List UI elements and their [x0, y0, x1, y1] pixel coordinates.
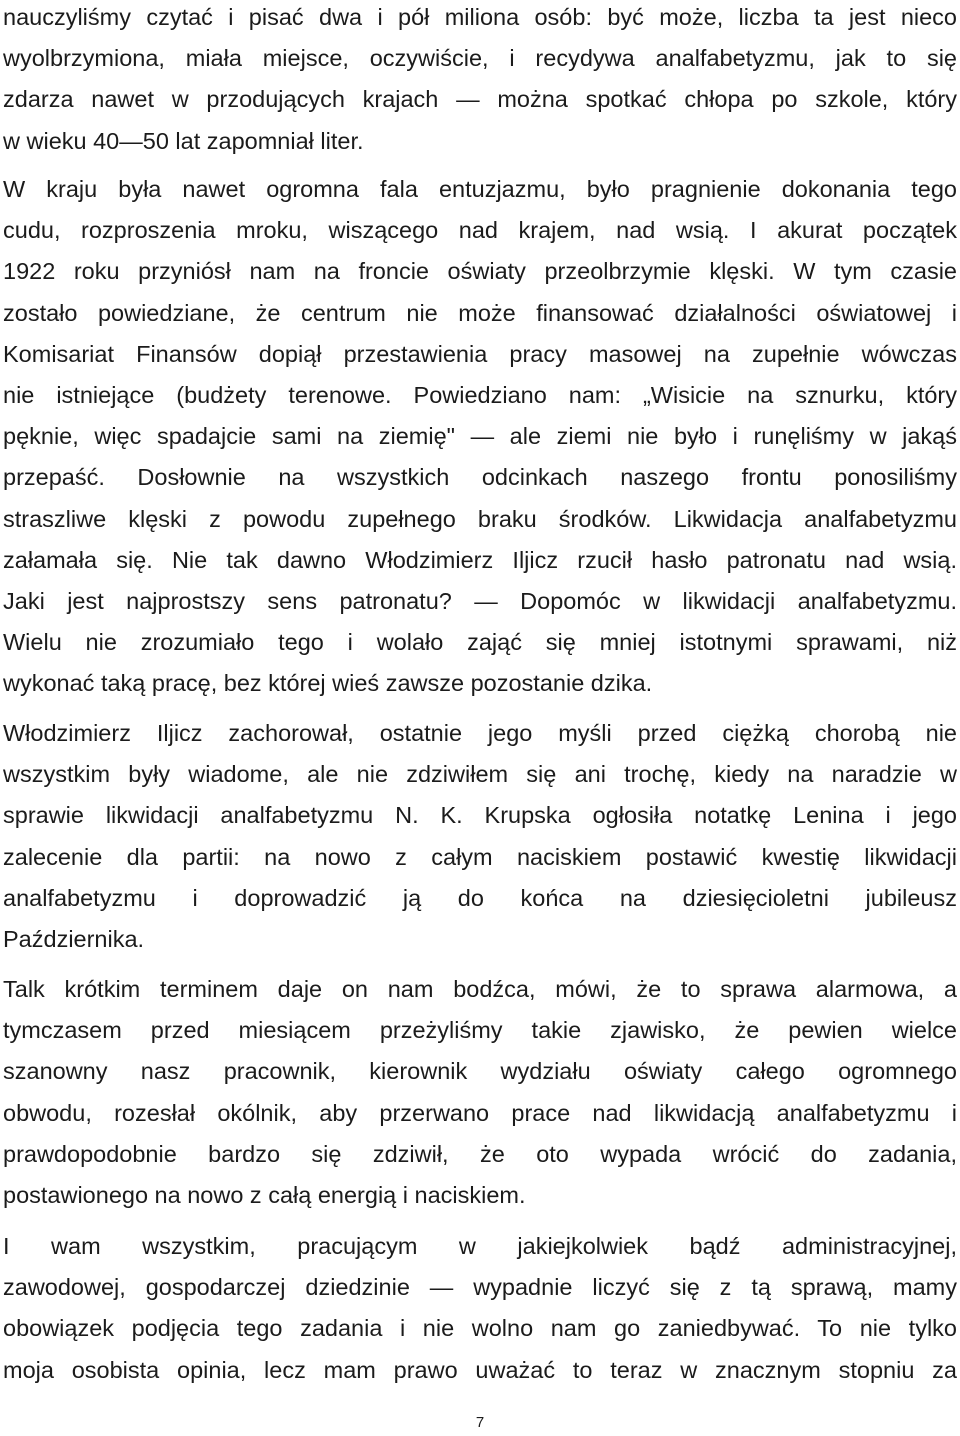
text-line: wyolbrzymiona, miała miejsce, oczywiście, i recydywa analfabetyzmu, jak to się [3, 45, 957, 72]
text-line: prawdopodobnie bardzo się zdziwił, że oto wypada wrócić do zadania, [3, 1140, 957, 1167]
text-line: przepaść. Dosłownie na wszystkich odcinkach naszego frontu ponosiliśmy [3, 464, 957, 491]
text-line: 1922 roku przyniósł nam na froncie oświaty przeolbrzymie klęski. W tym czasie [3, 258, 957, 285]
paragraph-4 [3, 969, 957, 1216]
text-line: I wam wszystkim, pracującym w jakiejkolwiek bądź administracyjnej, [3, 1233, 957, 1259]
text-line: postawionego na nowo z całą energią i naciskiem. [3, 1181, 526, 1208]
text-line: wszystkim były wiadome, ale nie zdziwiłem się ani trochę, kiedy na naradzie w [3, 761, 957, 788]
paragraph-1 [3, 0, 957, 162]
text-line: obwodu, rozesłał okólnik, aby przerwano prace nad likwidacją analfabetyzmu i [3, 1099, 957, 1126]
text-line: zalecenie dla partii: na nowo z całym naciskiem postawić kwestię likwidacji [3, 843, 957, 870]
text-line: Wielu nie zrozumiało tego i wolało zająć się mniej istotnymi sprawami, niż [3, 629, 957, 656]
text-line: zostało powiedziane, że centrum nie może finansować działalności oświatowej i [3, 299, 957, 326]
paragraph-2 [3, 169, 957, 704]
text-line: zawodowej, gospodarczej dziedzinie — wypadnie liczyć się z tą sprawą, mamy [3, 1274, 957, 1301]
text-line: wykonać taką pracę, bez której wieś zawsze pozostanie dzika. [3, 670, 653, 697]
text-line: tymczasem przed miesiącem przeżyliśmy takie zjawisko, że pewien wielce [3, 1017, 957, 1044]
text-line: pęknie, więc spadajcie sami na ziemię" — ale ziemi nie było i runęliśmy w jakąś [3, 423, 957, 450]
text-line: analfabetyzmu i doprowadzić ją do końca na dziesięcioletni jubileusz [3, 884, 957, 911]
text-line: straszliwe klęski z powodu zupełnego braku środków. Likwidacja analfabetyzmu [3, 505, 957, 532]
text-line: załamała się. Nie tak dawno Włodzimierz Iljicz rzucił hasło patronatu nad wsią. [3, 546, 957, 573]
text-line: W kraju była nawet ogromna fala entuzjazmu, było pragnienie dokonania tego [3, 176, 957, 202]
text-line: Komisariat Finansów dopiął przestawienia pracy masowej na zupełnie wówczas [3, 340, 957, 367]
page-number: 7 [475, 1414, 485, 1431]
text-line: Talk krótkim terminem daje on nam bodźca, mówi, że to sprawa alarmowa, a [3, 976, 957, 1002]
paragraph-5 [3, 1226, 957, 1391]
paragraph-3 [3, 713, 957, 960]
text-line: moja osobista opinia, lecz mam prawo uważać to teraz w znacznym stopniu za [3, 1356, 957, 1383]
text-line: obowiązek podjęcia tego zadania i nie wolno nam go zaniedbywać. To nie tylko [3, 1315, 957, 1342]
text-line: Jaki jest najprostszy sens patronatu? — Dopomóc w likwidacji analfabetyzmu. [3, 587, 957, 614]
text-line: zdarza nawet w przodujących krajach — można spotkać chłopa po szkole, który [3, 86, 957, 113]
text-line: cudu, rozproszenia mroku, wiszącego nad krajem, nad wsią. I akurat początek [3, 217, 957, 244]
text-line: Października. [3, 925, 145, 952]
text-line: Włodzimierz Iljicz zachorował, ostatnie jego myśli przed ciężką chorobą nie [3, 720, 957, 746]
text-line: w wieku 40—50 lat zapomniał liter. [3, 127, 364, 154]
text-line: nauczyliśmy czytać i pisać dwa i pół miliona osób: być może, liczba ta jest nieco [3, 4, 957, 30]
text-line: szanowny nasz pracownik, kierownik wydziału oświaty całego ogromnego [3, 1058, 957, 1085]
text-line: sprawie likwidacji analfabetyzmu N. K. Krupska ogłosiła notatkę Lenina i jego [3, 802, 957, 829]
text-line: nie istniejące (budżety terenowe. Powiedziano nam: „Wisicie na sznurku, który [3, 381, 957, 408]
